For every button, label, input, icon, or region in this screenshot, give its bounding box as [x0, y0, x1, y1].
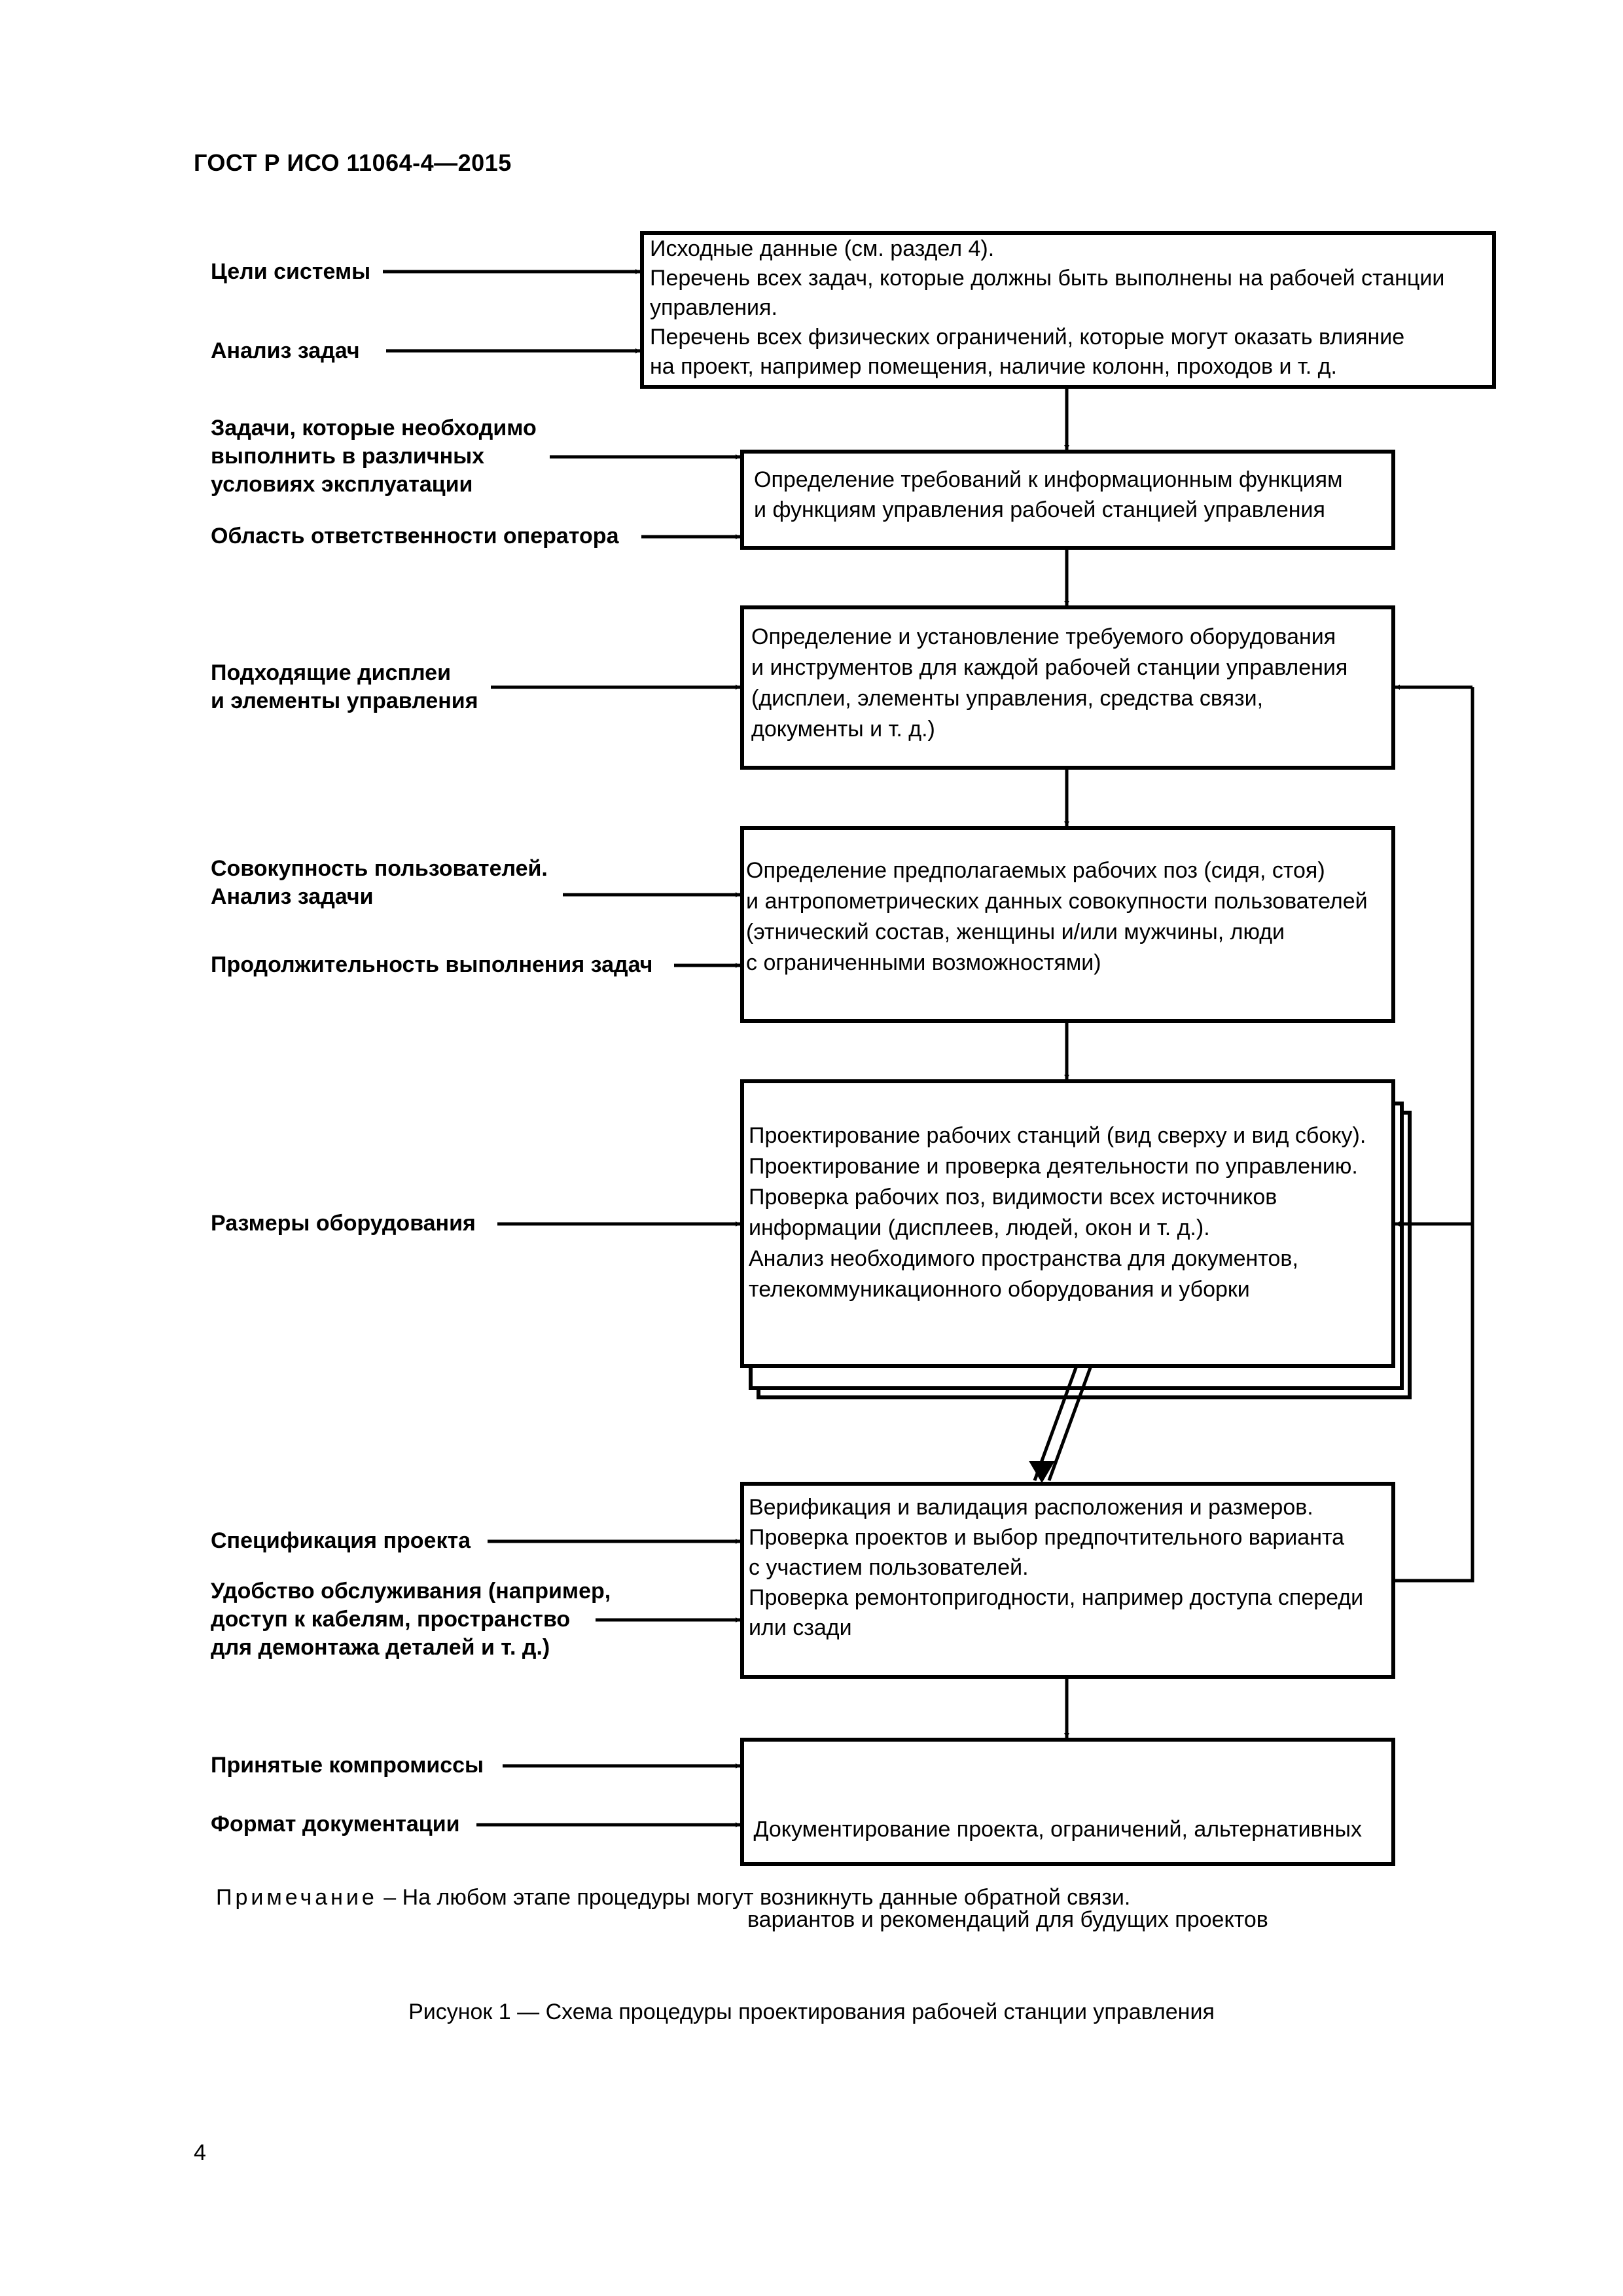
input-label-equipment-size: [211, 1210, 476, 1238]
label-line: Подходящие дисплеи: [211, 660, 451, 685]
input-label-maintainability: [211, 1577, 611, 1662]
label-line: для демонтажа деталей и т. д.): [211, 1635, 550, 1660]
page-number: 4: [194, 2140, 206, 2165]
box-line: (этнический состав, женщины и/или мужчины, люди: [746, 920, 1285, 944]
box-line: Определение и установление требуемого оборудования: [751, 624, 1336, 649]
box-line: Верификация и валидация расположения и размеров.: [749, 1495, 1313, 1520]
note-label: Примечание: [216, 1885, 378, 1910]
box-line: Проектирование рабочих станций (вид сверху и вид сбоку).: [749, 1123, 1366, 1148]
label-line: доступ к кабелям, пространство: [211, 1607, 571, 1632]
box-function-requirements-text: [754, 465, 1342, 525]
box-line: Определение требований к информационным функциям: [754, 467, 1343, 492]
box-line: или сзади: [749, 1615, 852, 1640]
input-label-task-duration: [211, 951, 652, 979]
label-line: Область ответственности оператора: [211, 524, 619, 548]
box-line: Документирование проекта, ограничений, альтернативных: [747, 1817, 1362, 1842]
figure-caption: Рисунок 1 — Схема процедуры проектирования рабочей станции управления: [408, 2000, 1215, 2024]
label-line: условиях эксплуатации: [211, 472, 473, 497]
label-line: выполнить в различных: [211, 444, 485, 469]
label-line: Продолжительность выполнения задач: [211, 952, 653, 977]
label-line: Совокупность пользователей.: [211, 856, 548, 881]
input-label-tasks: [211, 414, 537, 499]
box-line: Перечень всех задач, которые должны быть выполнены на рабочей станции: [650, 266, 1445, 291]
label-line: Принятые компромиссы: [211, 1753, 484, 1778]
label-line: Цели системы: [211, 259, 371, 284]
box-line: Анализ необходимого пространства для документов,: [749, 1246, 1298, 1271]
box-equipment-definition-text: [751, 622, 1347, 745]
input-label-operator-area: [211, 522, 618, 550]
label-line: Задачи, которые необходимо: [211, 416, 537, 440]
input-label-doc-format: [211, 1810, 460, 1839]
box-workstation-design-text: [749, 1121, 1366, 1305]
box-line: Проверка рабочих поз, видимости всех источников: [749, 1185, 1277, 1210]
note-text: – На любом этапе процедуры могут возникнуть данные обратной связи.: [377, 1885, 1131, 1910]
box-line: Проверка проектов и выбор предпочтительного варианта: [749, 1525, 1345, 1550]
input-label-project-spec: [211, 1527, 471, 1555]
box-line: (дисплеи, элементы управления, средства связи,: [751, 686, 1264, 711]
box-line: с ограниченными возможностями): [746, 950, 1101, 975]
input-label-user-population: [211, 855, 548, 911]
label-line: Размеры оборудования: [211, 1211, 476, 1236]
box-working-postures-text: [746, 855, 1368, 978]
figure-note: [216, 1885, 1130, 1910]
label-line: Формат документации: [211, 1812, 460, 1837]
box-line: документы и т. д.): [751, 717, 935, 742]
input-label-displays: [211, 659, 478, 715]
box-line: Проектирование и проверка деятельности по управлению.: [749, 1154, 1358, 1179]
label-line: Анализ задачи: [211, 884, 374, 909]
box-line: и функциям управления рабочей станцией управления: [754, 497, 1325, 522]
document-header: ГОСТ Р ИСО 11064-4—2015: [194, 149, 512, 176]
label-line: Удобство обслуживания (например,: [211, 1579, 611, 1604]
box-line: управления.: [650, 295, 777, 320]
box-line: Исходные данные (см. раздел 4).: [650, 236, 995, 261]
box-line: на проект, например помещения, наличие колонн, проходов и т. д.: [650, 354, 1337, 379]
input-label-system-goals: [211, 258, 370, 286]
label-line: и элементы управления: [211, 689, 478, 713]
input-label-task-analysis: [211, 337, 360, 365]
box-line: информации (дисплеев, людей, окон и т. д.).: [749, 1215, 1210, 1240]
box-line: телекоммуникационного оборудования и уборки: [749, 1277, 1250, 1302]
box-initial-data-text: [650, 234, 1444, 382]
box-line: Определение предполагаемых рабочих поз (сидя, стоя): [746, 858, 1325, 883]
box-line: с участием пользователей.: [749, 1555, 1029, 1580]
box-line: вариантов и рекомендаций для будущих проектов: [747, 1907, 1268, 1932]
box-verification-text: [749, 1492, 1363, 1643]
label-line: Спецификация проекта: [211, 1528, 471, 1553]
box-line: и антропометрических данных совокупности пользователей: [746, 889, 1368, 914]
box-line: Перечень всех физических ограничений, которые могут оказать влияние: [650, 325, 1405, 350]
label-line: Анализ задач: [211, 338, 360, 363]
box-line: Проверка ремонтопригодности, например доступа спереди: [749, 1585, 1364, 1610]
box-documentation-text: [747, 1754, 1362, 1965]
box-line: и инструментов для каждой рабочей станции управления: [751, 655, 1348, 680]
input-label-compromises: [211, 1751, 484, 1780]
